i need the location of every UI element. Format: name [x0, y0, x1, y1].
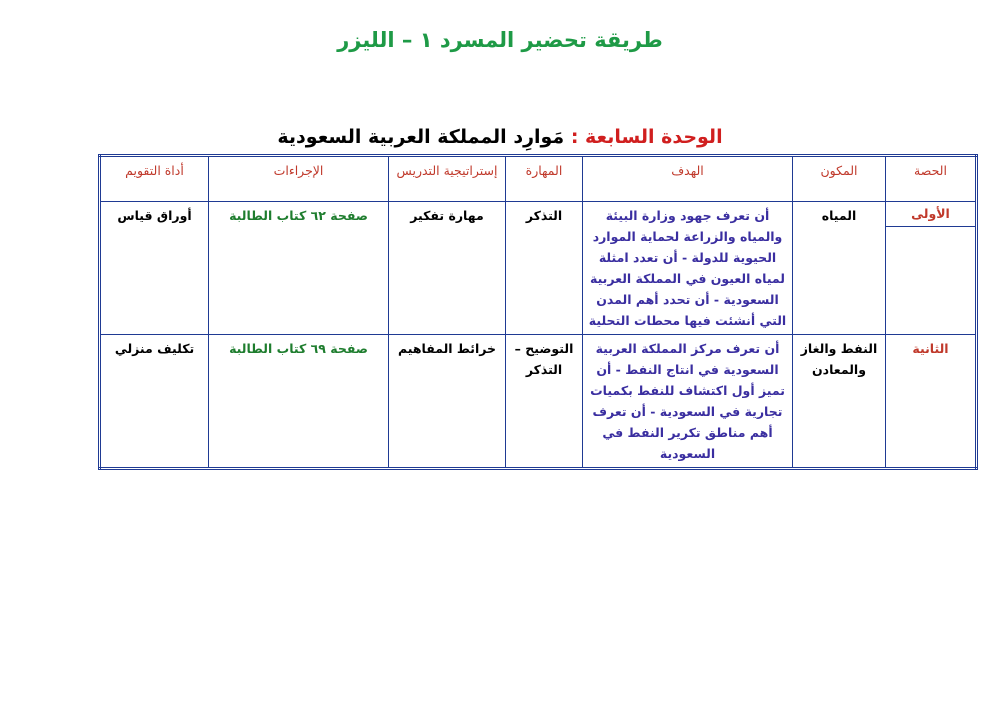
cell-goal: أن تعرف مركز المملكة العربية السعودية في انتاج النفط - أن تميز أول اكتشاف للنفط بكميات تجارية في السعودية - أن تعرف أهم مناطق تكرير النفط في السعودية — [583, 335, 793, 469]
header-goal: الهدف — [583, 156, 793, 202]
cell-lesson: الثانية — [886, 335, 977, 469]
header-component: المكون — [793, 156, 886, 202]
header-skill: المهارة — [506, 156, 583, 202]
cell-assessment: أوراق قياس — [100, 202, 209, 335]
table-row — [100, 202, 977, 335]
cell-lesson — [886, 202, 977, 335]
header-assessment: أداة التقويم — [100, 156, 209, 202]
table-row — [100, 335, 977, 469]
cell-skill: التذكر — [506, 202, 583, 335]
cell-goal: أن تعرف جهود وزارة البيئة والمياه والزراعة لحماية الموارد الحيوية للدولة - أن تعدد امثلة لمياه العيون في المملكة العربية السعودية - أن تحدد أهم المدن التي أنشئت فيها محطات التحلية — [583, 202, 793, 335]
unit-heading — [0, 126, 1000, 148]
cell-component: المياه — [793, 202, 886, 335]
cell-strategy: خرائط المفاهيم — [389, 335, 506, 469]
unit-label: الوحدة السابعة : — [570, 126, 723, 148]
header-lesson: الحصة — [886, 156, 977, 202]
unit-name: مَوارِد المملكة العربية السعودية — [277, 126, 571, 148]
header-procedures: الإجراءات — [209, 156, 389, 202]
header-strategy: إستراتيجية التدريس — [389, 156, 506, 202]
cell-procedures: صفحة ٦٢ كتاب الطالبة — [209, 202, 389, 335]
header-row — [100, 156, 977, 202]
cell-assessment: تكليف منزلي — [100, 335, 209, 469]
cell-strategy: مهارة تفكير — [389, 202, 506, 335]
cell-procedures: صفحة ٦٩ كتاب الطالبة — [209, 335, 389, 469]
page-title: طريقة تحضير المسرد ١ – الليزر — [337, 28, 663, 52]
cell-skill: التوضيح – التذكر — [506, 335, 583, 469]
cell-component: النفط والغاز والمعادن — [793, 335, 886, 469]
lesson-plan-table — [98, 154, 978, 470]
lesson-label: الأولى — [886, 202, 975, 227]
